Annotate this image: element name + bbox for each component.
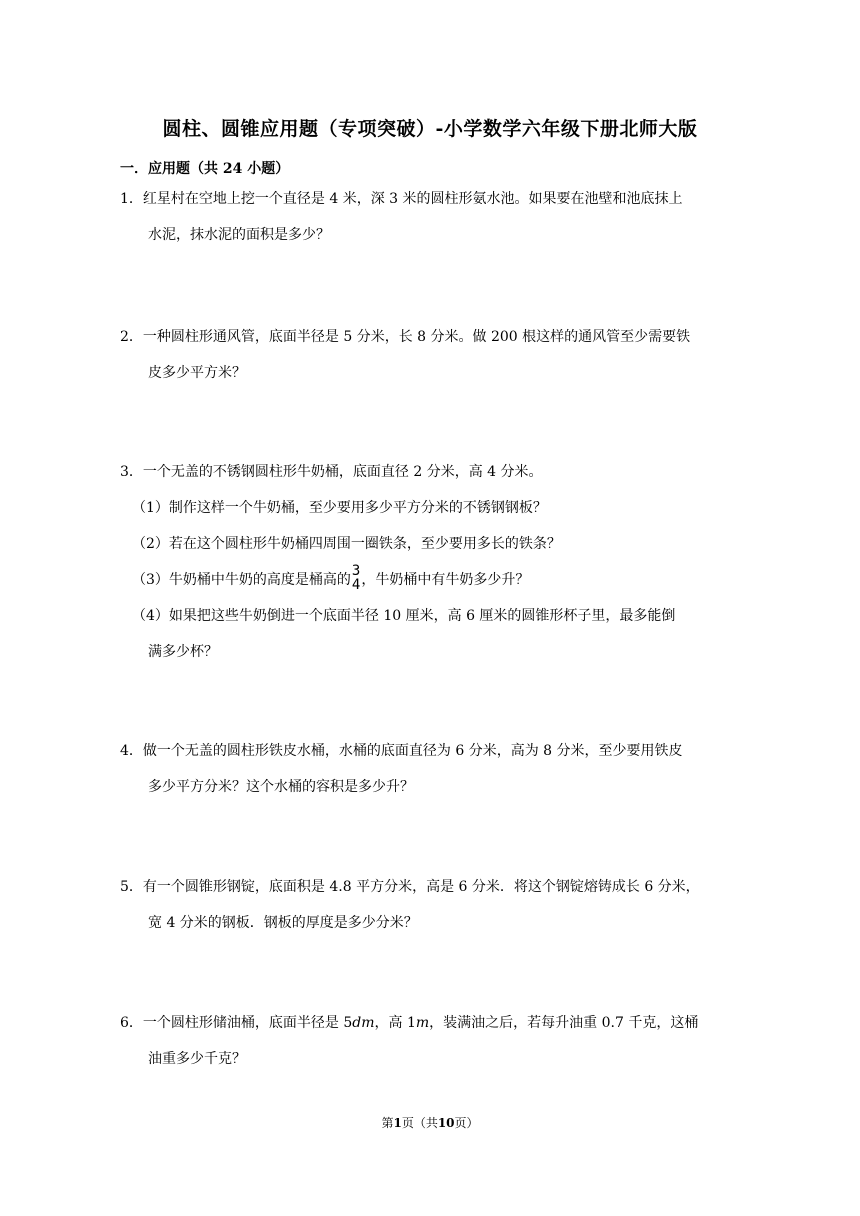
question-6-text-b: ，高 1 [374,1015,416,1031]
question-3-sub-3-text-before: （3）牛奶桶中牛奶的高度是桶高的 [132,572,351,588]
question-6-text-c: ，装满油之后，若每升油重 0.7 千克，这桶 [429,1015,699,1031]
document-title: 圆柱、圆锥应用题（专项突破）-小学数学六年级下册北师大版 [162,118,698,140]
footer-page-number: 1 [393,1116,402,1130]
question-1-line-1: 1．红星村在空地上挖一个直径是 4 米，深 3 米的圆柱形氨水池。如果要在池壁和池底抹上 [120,191,683,207]
footer-total-pages: 10 [437,1116,455,1130]
unit-meter: m [415,1015,430,1031]
question-2-line-2: 皮多少平方米？ [148,365,246,381]
question-3-sub-4-line-2: 满多少杯？ [148,644,218,660]
fraction-three-quarters [352,564,360,592]
question-4-line-1: 4．做一个无盖的圆柱形铁皮水桶，水桶的底面直径为 6 分米，高为 8 分米，至少要用铁皮 [120,743,683,759]
question-6-line-1 [120,1005,732,1041]
fraction-denominator: 4 [351,577,361,593]
question-5-line-1: 5．有一个圆锥形钢锭，底面积是 4.8 平方分米，高是 6 分米．将这个钢锭熔铸成长 6 分米， [120,879,700,895]
footer-prefix: 第 [381,1116,394,1130]
question-3-sub-3 [120,562,732,598]
question-5 [120,869,732,941]
question-6 [120,1005,732,1077]
footer-middle: 页（共 [401,1116,438,1130]
unit-decimeter: dm [352,1015,375,1031]
question-3-sub-4-line-1: （4）如果把这些牛奶倒进一个底面半径 10 厘米，高 6 厘米的圆锥形杯子里，最多能倒 [132,608,676,624]
page-footer [0,1114,860,1131]
question-3-sub-3-text-after: ，牛奶桶中有牛奶多少升？ [361,572,530,588]
section-heading: 一．应用题（共 24 小题） [120,161,290,177]
question-5-line-2: 宽 4 分米的钢板．钢板的厚度是多少分米？ [148,915,418,931]
question-1-line-2: 水泥，抹水泥的面积是多少？ [148,227,330,243]
question-3-sub-2: （2）若在这个圆柱形牛奶桶四周围一圈铁条，至少要用多长的铁条？ [132,536,561,552]
question-1 [120,181,732,253]
question-4-line-2: 多少平方分米？这个水桶的容积是多少升？ [148,779,414,795]
question-3 [120,454,732,670]
question-6-line-2: 油重多少千克？ [148,1051,246,1067]
question-6-text-a: 6．一个圆柱形储油桶，底面半径是 5 [120,1015,353,1031]
question-2-line-1: 2．一种圆柱形通风管，底面半径是 5 分米，长 8 分米。做 200 根这样的通风管至少需要铁 [120,329,691,345]
question-3-line-1: 3．一个无盖的不锈钢圆柱形牛奶桶，底面直径 2 分米，高 4 分米。 [120,464,543,480]
fraction-numerator: 3 [351,563,361,579]
question-4 [120,733,732,805]
question-3-sub-1: （1）制作这样一个牛奶桶，至少要用多少平方分米的不锈钢钢板？ [132,500,547,516]
question-2 [120,319,732,391]
footer-suffix: 页） [454,1116,479,1130]
